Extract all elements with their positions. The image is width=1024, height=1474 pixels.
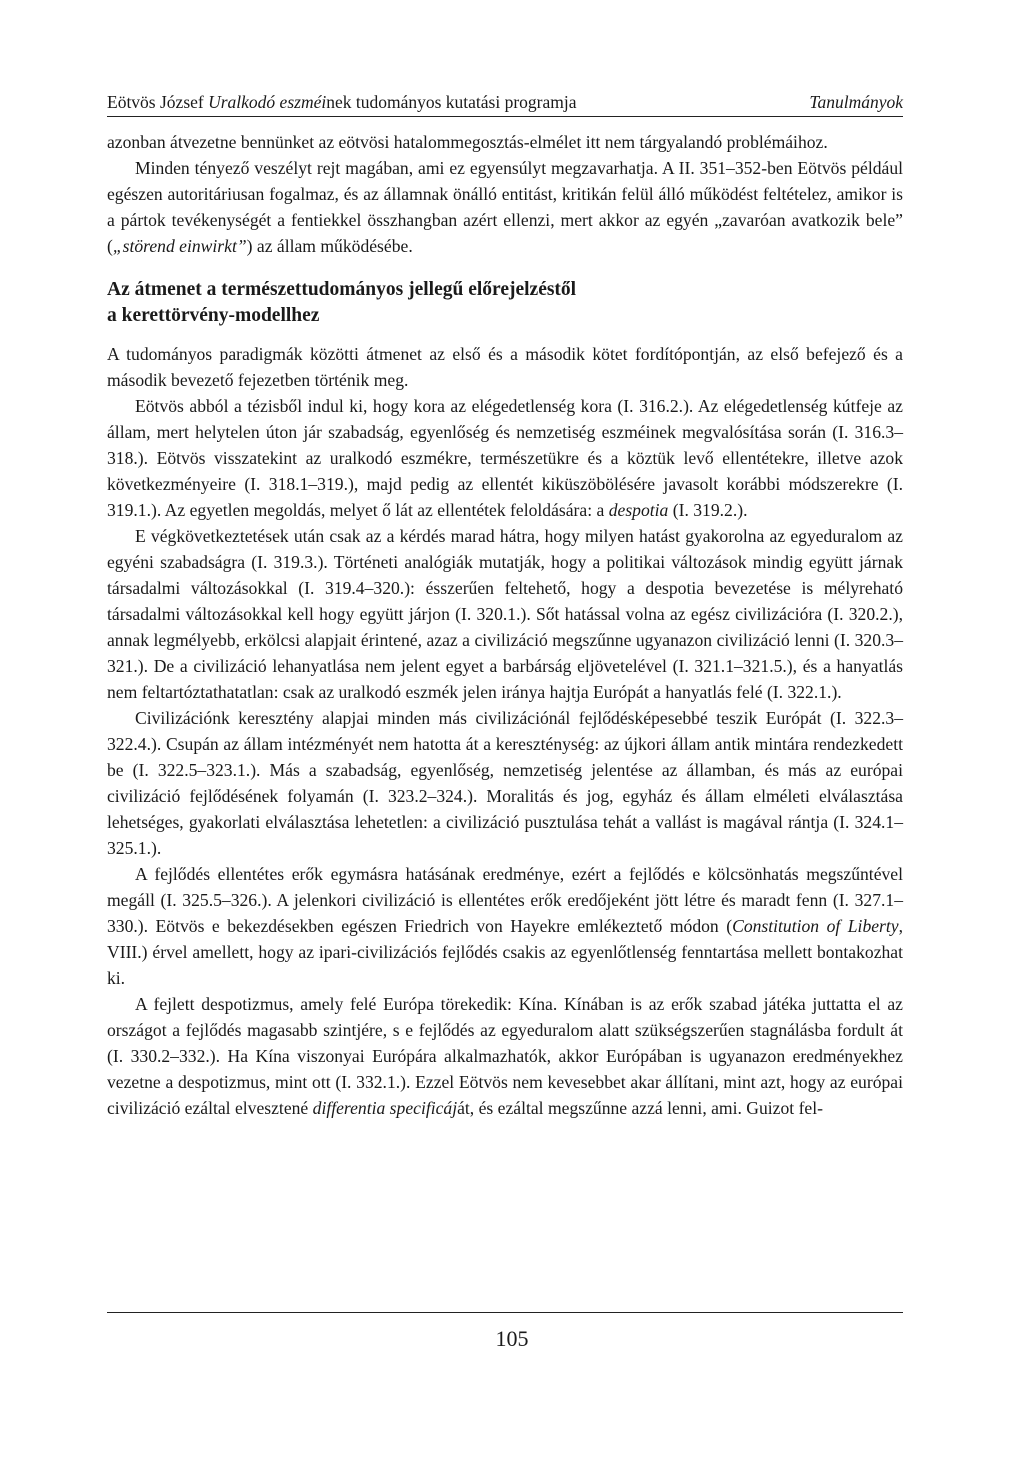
footer-rule xyxy=(107,1312,903,1313)
article-body xyxy=(107,129,903,1121)
header-section: Tanulmányok xyxy=(809,92,903,112)
paragraph: Civilizációnk keresztény alapjai minden más civilizációnál fejlődésképesebbé teszik Európát (I. 322.3–322.4.). Csupán az állam intézményét nem hatotta át a kereszténység: az újkori állam antik mintára rendezkedett be (I. 322.5–323.1.). Más a szabadság, egyenlőség, nemzetiség jelentése az államban, és más az európai civilizáció fejlődésének folyamán (I. 323.2–324.). Moralitás és jog, egyház és állam elméleti elválasztása lehetséges, gyakorlati elválasztása lehetetlen: a civilizáció pusztulása tehát a vallást is magával rántja (I. 324.1–325.1.). xyxy=(107,708,903,858)
header-title: Eötvös József Uralkodó eszméinek tudományos kutatási programja xyxy=(107,92,577,112)
paragraph: Minden tényező veszélyt rejt magában, ami ez egyensúlyt megzavarhatja. A II. 351–352-ben Eötvös például egészen autoritáriusan fogalmaz, és az államnak önálló entitást, kritikán felül álló működést feltételez, amikor is a pártok tevékenységét a fentiekkel összhangban azért ellenzi, mert akkor az egyén „zavaróan avatkozik bele” („störend einwirkt”) az állam működésébe. xyxy=(107,158,903,256)
paragraph: A tudományos paradigmák közötti átmenet az első és a második kötet fordítópontján, az első befejező és a második bevezető fejezetben történik meg. xyxy=(107,344,903,390)
paragraph: azonban átvezetne bennünket az eötvösi hatalommegosztás-elmélet itt nem tárgyalandó problémáihoz. xyxy=(107,132,828,152)
section-heading: Az átmenet a természettudományos jellegű előrejelzéstől a kerettörvény-modellhez xyxy=(107,279,577,326)
paragraph: E végkövetkeztetések után csak az a kérdés marad hátra, hogy milyen hatást gyakorolna az egyeduralom az egyéni szabadságra (I. 319.3.). Történeti analógiák mutatják, hogy a politikai változások mindig együtt járnak társadalmi változásokkal (I. 319.4–320.): ésszerűen feltehető, hogy a despotia bevezetése is mélyreható társadalmi változásokkal kell hogy együtt járjon (I. 320.1.). Sőt hatással volna az egész civilizációra (I. 320.2.), annak legmélyebb, erkölcsi alapjait érintené, azaz a civilizáció megszűnne ugyanazon civilizáció lenni (I. 320.3–321.). De a civilizáció lehanyatlása nem jelent egyet a barbárság eljövetelével (I. 321.1–321.5.), és a hanyatlás nem feltartóztathatatlan: csak az uralkodó eszmék jelen iránya hajtja Európát a hanyatlás felé (I. 322.1.). xyxy=(107,526,903,702)
paragraph: A fejlődés ellentétes erők egymásra hatásának eredménye, ezért a fejlődés e kölcsönhatás megszűntével megáll (I. 325.5–326.). A jelenkori civilizáció is ellentétes erők eredőjeként jött létre és maradt fenn (I. 327.1–330.). Eötvös e bekezdésekben egészen Friedrich von Hayekre emlékeztető módon (Constitution of Liberty, VIII.) érvel amellett, hogy az ipari-civilizációs fejlődés csakis az egyenlőtlenség fenntartása mellett bontakozhat ki. xyxy=(107,864,903,988)
paragraph: Eötvös abból a tézisből indul ki, hogy kora az elégedetlenség kora (I. 316.2.). Az elégedetlenség kútfeje az állam, mert helytelen úton jár szabadság, egyenlőség és nemzetiség eszméinek megvalósítása során (I. 316.3–318.). Eötvös visszatekint az uralkodó eszmékre, természetükre és a köztük levő ellentétekre, illetve azok következményeire (I. 318.1–319.), majd pedig az ellentét kiküszöbölésére javasolt korábbi módszerekre (I. 319.1.). Az egyetlen megoldás, melyet ő lát az ellentétek feloldására: a despotia (I. 319.2.). xyxy=(107,396,903,520)
running-header xyxy=(107,90,903,117)
page-number: 105 xyxy=(495,1326,529,1351)
paragraph: A fejlett despotizmus, amely felé Európa törekedik: Kína. Kínában is az erők szabad játéka juttatta el az országot a fejlődés magasabb szintjére, s e fejlődés az egyeduralom alatt szükségszerűen stagnálásba fordult át (I. 330.2–332.). Ha Kína viszonyai Európára alkalmazhatók, akkor Európában is ugyanazon eredményekhez vezetne a despotizmus, mint ott (I. 332.1.). Ezzel Eötvös nem kevesebbet akar állítani, mint azt, hogy az európai civilizáció ezáltal elvesztené differentia specificáját, és ezáltal megszűnne azzá lenni, ami. Guizot fel- xyxy=(107,994,903,1118)
